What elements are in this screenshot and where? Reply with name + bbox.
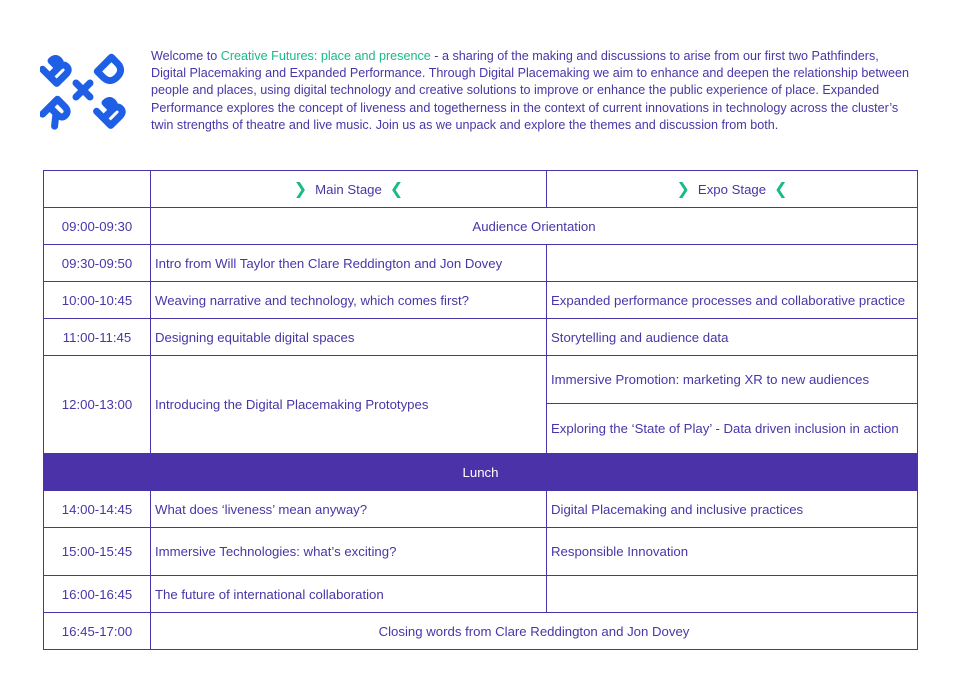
- schedule-table: [43, 170, 918, 650]
- time-cell: 12:00-13:00: [44, 356, 151, 454]
- expo-session-cell: Storytelling and audience data: [547, 319, 918, 356]
- main-session-cell: Designing equitable digital spaces: [151, 319, 547, 356]
- chevron-left-icon: ❮: [774, 181, 788, 198]
- table-row: [44, 319, 918, 356]
- main-session-cell: Weaving narrative and technology, which comes first?: [151, 282, 547, 319]
- chevron-left-icon: ❮: [389, 181, 404, 198]
- time-cell: 10:00-10:45: [44, 282, 151, 319]
- main-session-cell: Immersive Technologies: what’s exciting?: [151, 528, 547, 576]
- time-cell: 15:00-15:45: [44, 528, 151, 576]
- expo-session-cell: Exploring the ‘State of Play’ - Data driven inclusion in action: [547, 404, 918, 454]
- main-session-cell: Introducing the Digital Placemaking Prototypes: [151, 356, 547, 454]
- main-session-cell: Intro from Will Taylor then Clare Reddington and Jon Dovey: [151, 245, 547, 282]
- table-row: [44, 356, 918, 404]
- chevron-right-icon: ❯: [676, 181, 690, 198]
- lunch-cell: Lunch: [44, 454, 918, 491]
- main-session-cell: What does ‘liveness’ mean anyway?: [151, 491, 547, 528]
- expo-session-cell: Digital Placemaking and inclusive practices: [547, 491, 918, 528]
- expo-session-cell: Responsible Innovation: [547, 528, 918, 576]
- xrbd-logo: [40, 50, 126, 130]
- header-blank-cell: [44, 171, 151, 208]
- time-cell: 16:45-17:00: [44, 613, 151, 650]
- table-row: [44, 528, 918, 576]
- intro-paragraph: [151, 48, 916, 134]
- intro-body: - a sharing of the making and discussions to arise from our first two Pathfinders, Digital Placemaking and Expanded Performance. Through Digital Placemaking we aim to enhance and deepen the relationship between people and places, using digital technology and creative solutions to improve or enhance the public experience of place. Expanded Performance explores the concept of liveness and togetherness in the context of current innovations in technology across the cluster’s twin strengths of theatre and live music. Join us as we unpack and explore the themes and discussion from both.: [151, 49, 909, 132]
- time-cell: 14:00-14:45: [44, 491, 151, 528]
- session-cell: Closing words from Clare Reddington and Jon Dovey: [151, 613, 918, 650]
- table-row: [44, 208, 918, 245]
- time-cell: 09:00-09:30: [44, 208, 151, 245]
- main-session-cell: The future of international collaboration: [151, 576, 547, 613]
- table-row: [44, 613, 918, 650]
- table-row: [44, 576, 918, 613]
- table-row: [44, 245, 918, 282]
- expo-stage-header: ❯ Expo Stage ❮: [547, 171, 918, 208]
- table-row: [44, 282, 918, 319]
- expo-session-cell: [547, 576, 918, 613]
- stage-header-row: [44, 171, 918, 208]
- time-cell: 09:30-09:50: [44, 245, 151, 282]
- session-cell: Audience Orientation: [151, 208, 918, 245]
- event-title: Creative Futures: place and presence: [220, 49, 431, 63]
- main-stage-header: ❯ Main Stage ❮: [151, 171, 547, 208]
- table-row: [44, 491, 918, 528]
- lunch-row: [44, 454, 918, 491]
- chevron-right-icon: ❯: [293, 181, 308, 198]
- expo-session-cell: Expanded performance processes and collaborative practice: [547, 282, 918, 319]
- expo-session-cell: Immersive Promotion: marketing XR to new audiences: [547, 356, 918, 404]
- expo-session-cell: [547, 245, 918, 282]
- time-cell: 11:00-11:45: [44, 319, 151, 356]
- time-cell: 16:00-16:45: [44, 576, 151, 613]
- intro-lead: Welcome to: [151, 49, 221, 63]
